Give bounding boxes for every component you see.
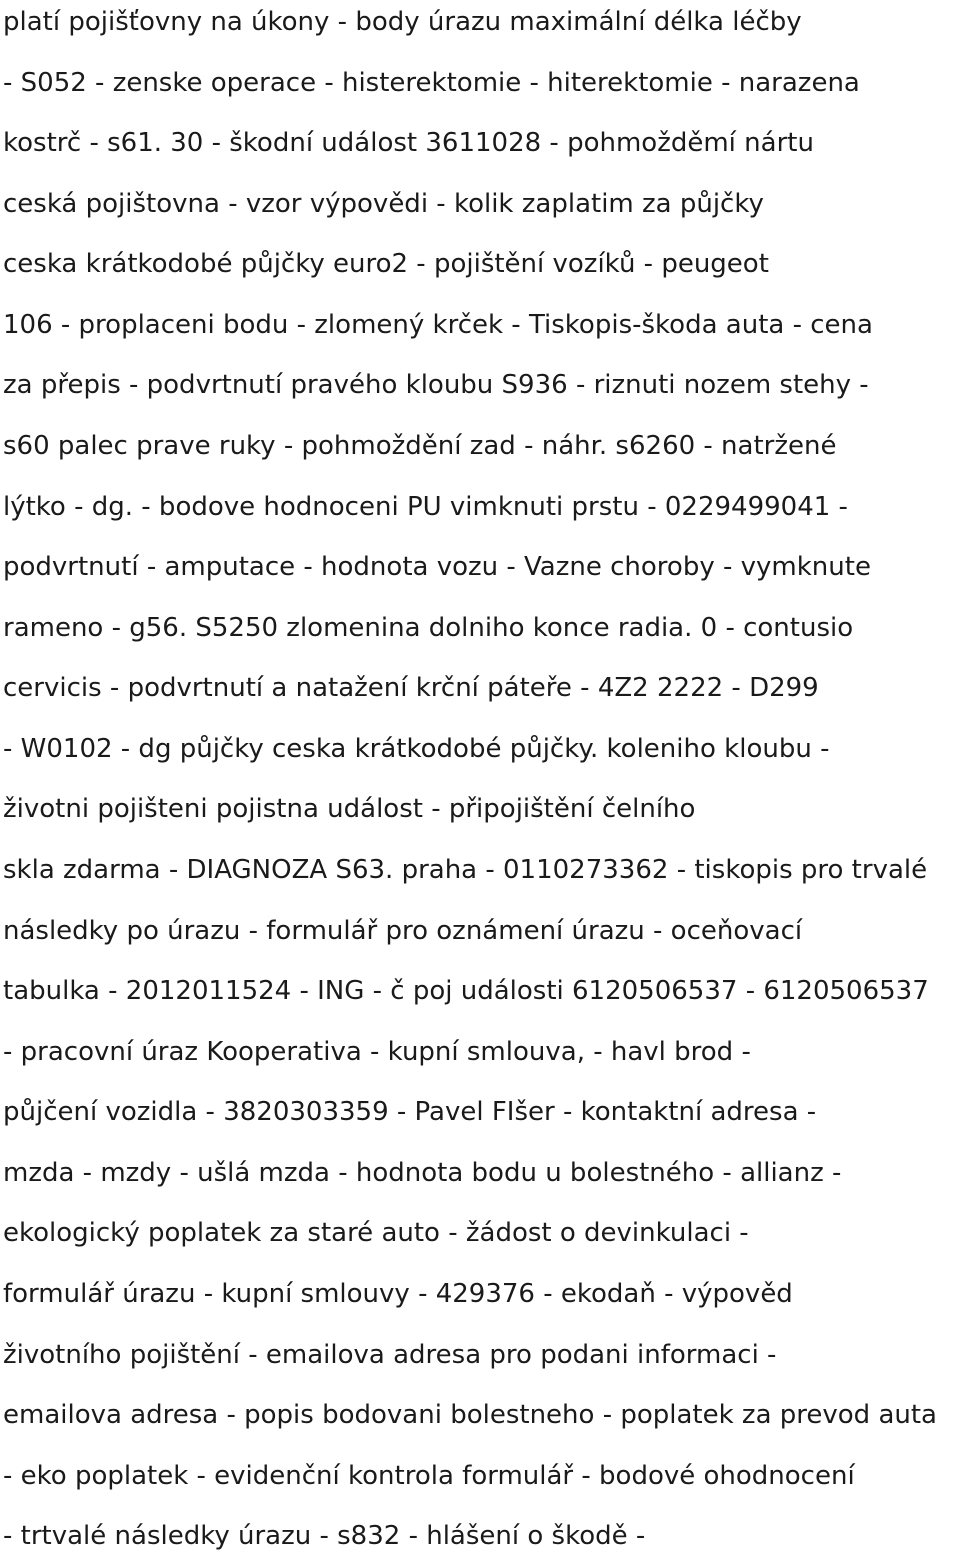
text-line: ceska krátkodobé půjčky euro2 - pojištění vozíků - peugeot: [3, 249, 769, 279]
text-line: cervicis - podvrtnutí a natažení krční páteře - 4Z2 2222 - D299: [3, 673, 819, 703]
text-line: kostrč - s61. 30 - škodní událost 3611028 - pohmožděmí nártu: [3, 128, 814, 158]
text-line: podvrtnutí - amputace - hodnota vozu - Vazne choroby - vymknute: [3, 552, 871, 582]
text-line: za přepis - podvrtnutí pravého kloubu S936 - riznuti nozem stehy -: [3, 370, 869, 400]
text-line: 106 - proplaceni bodu - zlomený krček - Tiskopis-škoda auta - cena: [3, 310, 873, 340]
text-line: skla zdarma - DIAGNOZA S63. praha - 0110273362 - tiskopis pro trvalé: [3, 855, 928, 885]
text-line: ceská pojištovna - vzor výpovědi - kolik zaplatim za půjčky: [3, 189, 764, 219]
text-line: - pracovní úraz Kooperativa - kupní smlouva, - havl brod -: [3, 1037, 751, 1067]
text-line: rameno - g56. S5250 zlomenina dolniho konce radia. 0 - contusio: [3, 613, 854, 643]
text-line: - trtvalé následky úrazu - s832 - hlášení o škodě -: [3, 1521, 646, 1551]
text-line: s60 palec prave ruky - pohmoždění zad - náhr. s6260 - natržené: [3, 431, 837, 461]
text-line: tabulka - 2012011524 - ING - č poj události 6120506537 - 6120506537: [3, 976, 929, 1006]
text-line: - eko poplatek - evidenční kontrola formulář - bodové ohodnocení: [3, 1461, 855, 1491]
text-line: životni pojišteni pojistna událost - připojištění čelního: [3, 794, 696, 824]
text-line: následky po úrazu - formulář pro oznámení úrazu - oceňovací: [3, 916, 803, 946]
text-line: - W0102 - dg půjčky ceska krátkodobé půjčky. koleniho kloubu -: [3, 734, 830, 764]
text-line: platí pojišťovny na úkony - body úrazu maximální délka léčby: [3, 7, 802, 37]
text-line: životního pojištění - emailova adresa pro podani informaci -: [3, 1340, 777, 1370]
text-line: půjčení vozidla - 3820303359 - Pavel FIšer - kontaktní adresa -: [3, 1097, 817, 1127]
text-line: ekologický poplatek za staré auto - žádost o devinkulaci -: [3, 1218, 749, 1248]
text-line: formulář úrazu - kupní smlouvy - 429376 - ekodaň - výpověd: [3, 1279, 793, 1309]
text-line: mzda - mzdy - ušlá mzda - hodnota bodu u bolestného - allianz -: [3, 1158, 842, 1188]
text-line: emailova adresa - popis bodovani bolestneho - poplatek za prevod auta: [3, 1400, 937, 1430]
text-line: lýtko - dg. - bodove hodnoceni PU vimknuti prstu - 0229499041 -: [3, 492, 848, 522]
text-line: - S052 - zenske operace - histerektomie - hiterektomie - narazena: [3, 68, 860, 98]
